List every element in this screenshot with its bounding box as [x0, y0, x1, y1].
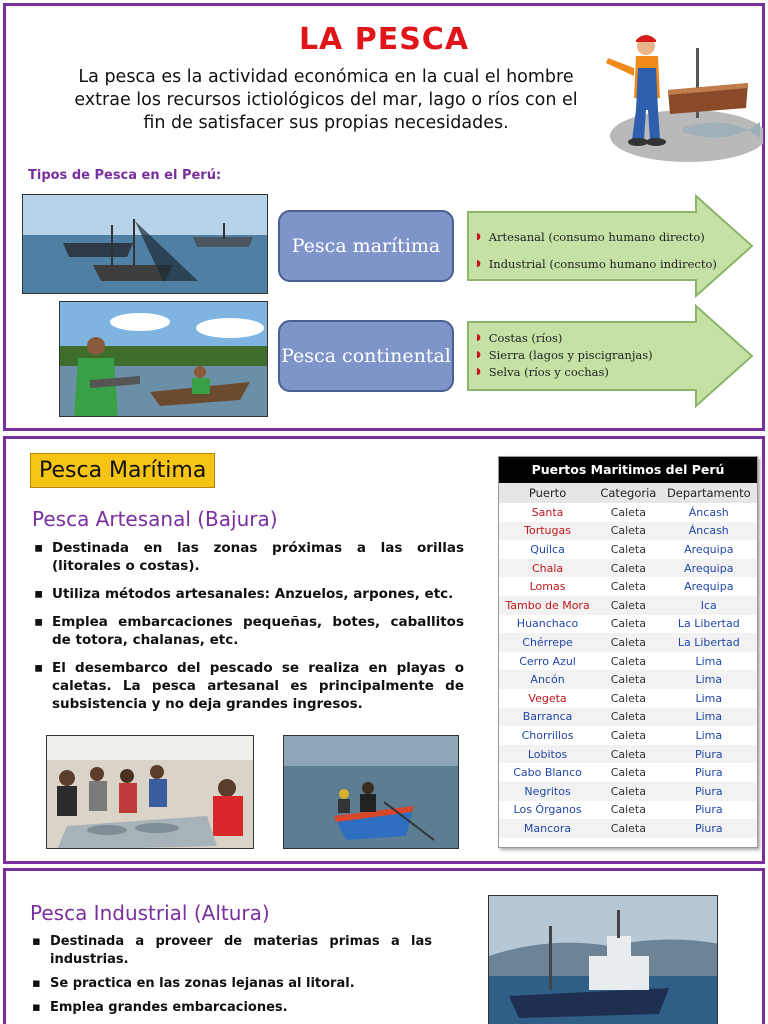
port-department-cell: Piura	[661, 819, 757, 838]
port-name-cell: Tortugas	[499, 522, 596, 541]
port-category-cell: Caleta	[596, 596, 660, 615]
port-name-cell: Huanchaco	[516, 617, 579, 631]
intro-text: La pesca es la actividad económica en la cual el hombre extrae los recursos ictiológicos del mar, lago o ríos con el fin de satisfacer sus propias necesidades.	[74, 67, 578, 133]
port-name-cell: Cerro Azul	[519, 654, 576, 668]
port-category-cell: Caleta	[610, 505, 646, 519]
port-category-cell: Caleta	[610, 617, 646, 631]
page-title: LA PESCA	[298, 22, 470, 57]
port-category-cell: Caleta	[610, 803, 646, 817]
port-category-cell: Caleta	[596, 745, 660, 764]
table-row	[499, 819, 757, 838]
port-category-cell: Caleta	[610, 654, 646, 668]
port-department-cell: Piura	[661, 782, 757, 801]
port-category-cell: Caleta	[610, 691, 646, 705]
intro-panel	[3, 3, 765, 431]
list-item: ▪ Emplea embarcaciones pequeñas, botes, caballitos de totora, chalanas, etc.	[34, 613, 464, 649]
port-department-cell: Piura	[694, 766, 723, 780]
port-category-cell: Caleta	[596, 708, 660, 727]
table-row	[499, 577, 757, 596]
port-name-cell: Barranca	[499, 708, 596, 727]
industrial-subtitle: Pesca Industrial (Altura)	[30, 901, 270, 925]
port-department-cell: Áncash	[688, 505, 729, 519]
bullet-icon: ◗	[476, 333, 481, 343]
industrial-bullets	[32, 933, 432, 1023]
ports-table-card	[498, 456, 758, 848]
list-item: ◗ Costas (ríos)	[476, 331, 563, 345]
table-row	[499, 503, 757, 522]
artisanal-boat-photo	[283, 735, 459, 849]
port-department-cell: Arequipa	[684, 542, 734, 556]
port-name-cell: Ancón	[499, 670, 596, 689]
ports-table-body	[499, 503, 757, 838]
port-department-cell: Piura	[694, 803, 723, 817]
table-row	[499, 782, 757, 801]
port-category-cell: Caleta	[610, 766, 646, 780]
port-department-cell: Lima	[695, 728, 723, 742]
port-category-cell: Caleta	[596, 633, 660, 652]
list-item: ▪ Se practica en las zonas lejanas al litoral.	[32, 975, 432, 993]
bullet-icon: ◗	[476, 259, 481, 269]
table-row	[499, 801, 757, 820]
table-row	[499, 763, 757, 782]
port-department-cell: Lima	[661, 670, 757, 689]
list-item: ◗ Industrial (consumo humano indirecto)	[476, 251, 717, 278]
list-item: ▪ Utiliza métodos artesanales: Anzuelos, arpones, etc.	[34, 585, 464, 603]
list-item: ▪ Destinada a proveer de materias primas a las industrias.	[32, 933, 432, 969]
bullet-icon: ◗	[476, 232, 481, 242]
table-row	[499, 689, 757, 708]
port-name-cell: Cabo Blanco	[513, 766, 582, 780]
port-department-cell: Áncash	[661, 522, 757, 541]
list-item: ▪ Emplea grandes embarcaciones.	[32, 999, 432, 1017]
port-name-cell: Santa	[531, 505, 564, 519]
port-name-cell: Chala	[499, 559, 596, 578]
list-item: ◗ Selva (ríos y cochas)	[476, 365, 609, 379]
table-row	[499, 559, 757, 578]
port-name-cell: Los Órganos	[513, 803, 582, 817]
table-row	[499, 670, 757, 689]
port-department-cell: Lima	[661, 708, 757, 727]
port-category-cell: Caleta	[596, 819, 660, 838]
maritime-fishing-photo	[22, 194, 268, 294]
port-department-cell: Lima	[695, 691, 723, 705]
port-category-cell: Caleta	[610, 728, 646, 742]
port-department-cell: Arequipa	[684, 580, 734, 594]
table-header-row	[499, 483, 757, 503]
continental-fishing-photo	[59, 301, 268, 417]
port-category-cell: Caleta	[596, 670, 660, 689]
column-header: Departamento	[661, 483, 757, 503]
maritime-panel	[3, 436, 765, 864]
port-category-cell: Caleta	[596, 782, 660, 801]
port-name-cell: Lobitos	[499, 745, 596, 764]
port-category-cell: Caleta	[610, 580, 646, 594]
port-department-cell: Lima	[695, 654, 723, 668]
table-row	[499, 726, 757, 745]
table-row	[499, 633, 757, 652]
port-name-cell: Mancora	[499, 819, 596, 838]
industrial-ship-photo	[488, 895, 718, 1024]
fishing-types-label: Tipos de Pesca en el Perú:	[28, 168, 222, 183]
column-header: Categoria	[596, 483, 660, 503]
list-item: ▪ Destinada en las zonas próximas a las orillas (litorales o costas).	[34, 539, 464, 575]
bullet-icon: ◗	[476, 350, 481, 360]
table-row	[499, 708, 757, 727]
maritime-types-list	[476, 224, 717, 278]
port-department-cell: La Libertad	[661, 633, 757, 652]
fisherman-illustration	[598, 28, 763, 168]
port-category-cell: Caleta	[610, 542, 646, 556]
maritime-badge: Pesca Marítima	[30, 453, 215, 488]
port-category-cell: Caleta	[596, 522, 660, 541]
port-name-cell: Lomas	[529, 580, 566, 594]
artisanal-bullets	[34, 539, 464, 723]
industrial-panel	[3, 868, 765, 1024]
table-row	[499, 745, 757, 764]
table-row	[499, 652, 757, 671]
continental-fishing-pill: Pesca continental	[278, 320, 454, 392]
port-department-cell: Ica	[661, 596, 757, 615]
maritime-fishing-pill: Pesca marítima	[278, 210, 454, 282]
table-row	[499, 596, 757, 615]
port-name-cell: Quilca	[530, 542, 565, 556]
list-item: ▪ El desembarco del pescado se realiza en playas o caletas. La pesca artesanal es principalmente de subsistencia y no deja grandes ingresos.	[34, 659, 464, 713]
port-department-cell: Piura	[661, 745, 757, 764]
port-category-cell: Caleta	[596, 559, 660, 578]
continental-types-list	[476, 330, 653, 381]
list-item: ◗ Sierra (lagos y piscigranjas)	[476, 348, 653, 362]
port-name-cell: Chorrillos	[521, 728, 574, 742]
port-name-cell: Vegeta	[528, 691, 567, 705]
bullet-icon: ◗	[476, 367, 481, 377]
port-department-cell: Arequipa	[661, 559, 757, 578]
artisanal-subtitle: Pesca Artesanal (Bajura)	[32, 507, 278, 531]
table-row	[499, 615, 757, 634]
ports-table-title: Puertos Maritimos del Perú	[499, 457, 757, 483]
ports-table	[499, 483, 757, 838]
port-name-cell: Negritos	[499, 782, 596, 801]
port-name-cell: Chérrepe	[499, 633, 596, 652]
list-item: ◗ Artesanal (consumo humano directo)	[476, 224, 717, 251]
fish-market-photo	[46, 735, 254, 849]
table-row	[499, 540, 757, 559]
column-header: Puerto	[499, 483, 596, 503]
port-department-cell: La Libertad	[677, 617, 740, 631]
port-name-cell: Tambo de Mora	[499, 596, 596, 615]
table-row	[499, 522, 757, 541]
